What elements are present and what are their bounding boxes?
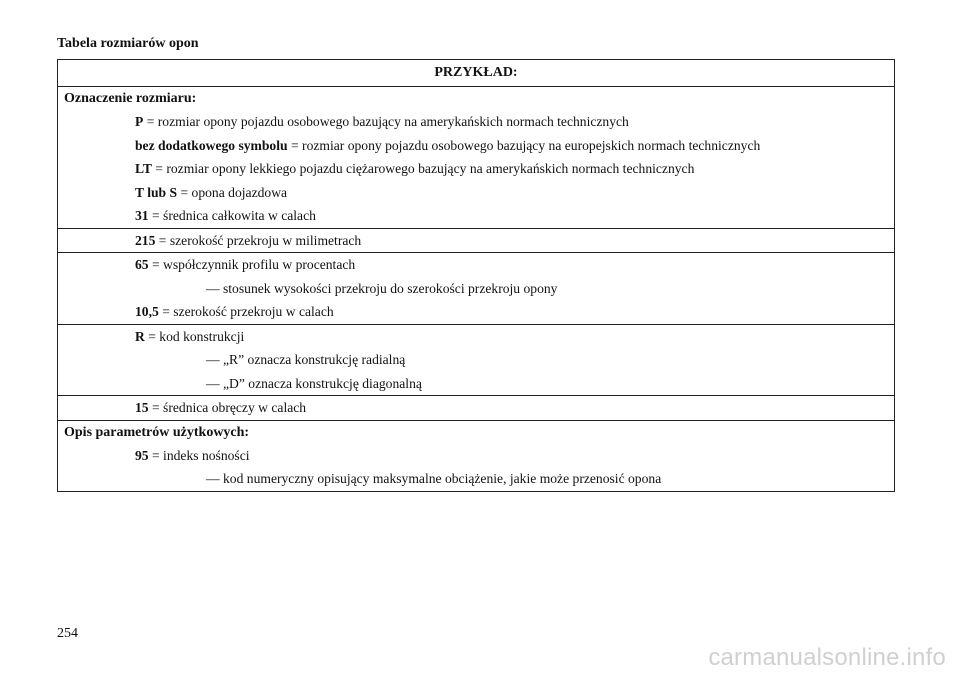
- explanation-line: — „R” oznacza konstrukcję radialną: [206, 352, 406, 367]
- definition-term: bez dodatkowego symbolu: [135, 137, 288, 153]
- definition-term: T lub S: [135, 184, 178, 200]
- page-number: 254: [57, 626, 78, 641]
- definition-term: 65: [135, 257, 149, 272]
- definition-text: = szerokość przekroju w calach: [158, 304, 334, 319]
- definition-text: = opona dojazdowa: [177, 184, 288, 200]
- explanation-line: — „D” oznacza konstrukcję diagonalną: [206, 375, 422, 391]
- definition-line: [58, 253, 894, 277]
- definition-term: R: [135, 328, 145, 344]
- definition-line: [58, 134, 894, 158]
- definition-line: [58, 110, 894, 134]
- definition-text: = kod konstrukcji: [144, 328, 245, 344]
- definition-line: [58, 396, 894, 420]
- definition-line: [58, 300, 894, 324]
- tire-size-table: [57, 59, 895, 492]
- definition-term: 215: [135, 232, 156, 248]
- table-row: [58, 252, 894, 324]
- definition-line: [58, 204, 894, 228]
- definition-term: 15: [135, 400, 149, 415]
- definition-line: [58, 157, 894, 181]
- table-row: [58, 324, 894, 396]
- definition-text: = średnica całkowita w calach: [148, 208, 316, 223]
- definition-line: [58, 325, 894, 349]
- definition-term: P: [135, 114, 144, 129]
- definition-line: [58, 444, 894, 468]
- definition-text: = rozmiar opony pojazdu osobowego bazujący na amerykańskich normach technicznych: [143, 114, 629, 129]
- table-row: [58, 395, 894, 420]
- definition-term: 10,5: [135, 304, 159, 319]
- size-designation-label: Oznaczenie rozmiaru:: [58, 86, 894, 110]
- definition-line: [58, 229, 894, 253]
- definition-text: = średnica obręczy w calach: [148, 400, 307, 415]
- usage-parameters-label: Opis parametrów użytkowych:: [58, 420, 894, 444]
- table-row: [58, 110, 894, 228]
- definition-text: = rozmiar opony lekkiego pojazdu ciężarowego bazujący na amerykańskich normach technicznych: [151, 161, 695, 176]
- definition-term: 31: [135, 208, 149, 223]
- table-header: PRZYKŁAD:: [434, 65, 518, 80]
- definition-term: LT: [135, 161, 152, 176]
- watermark: carmanualsonline.info: [708, 644, 946, 671]
- explanation-line: — stosunek wysokości przekroju do szerokości przekroju opony: [206, 280, 558, 296]
- explanation-line: — kod numeryczny opisujący maksymalne obciążenie, jakie może przenosić opona: [206, 471, 662, 486]
- table-row: [58, 228, 894, 253]
- definition-text: = współczynnik profilu w procentach: [148, 257, 356, 272]
- definition-line: [58, 181, 894, 205]
- section-title: Tabela rozmiarów opon: [57, 36, 199, 51]
- table-row: [58, 444, 894, 491]
- definition-text: = rozmiar opony pojazdu osobowego bazujący na europejskich normach technicznych: [287, 137, 761, 153]
- definition-text: = szerokość przekroju w milimetrach: [155, 232, 362, 248]
- definition-term: 95: [135, 447, 149, 463]
- definition-text: = indeks nośności: [148, 447, 250, 463]
